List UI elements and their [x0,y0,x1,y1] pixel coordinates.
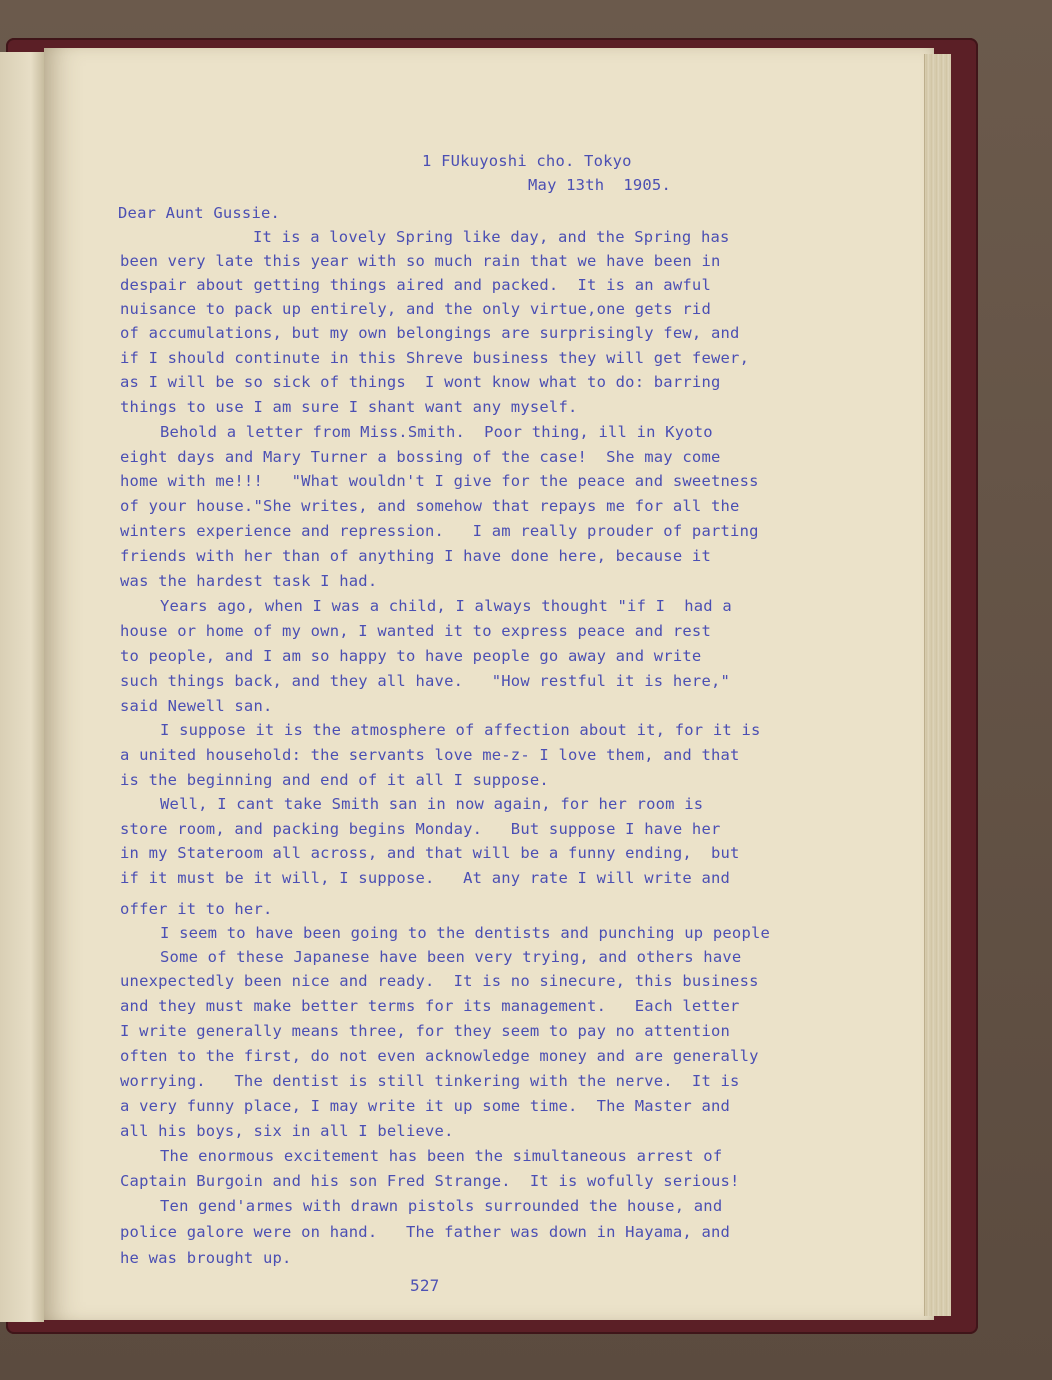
letter-line: home with me!!! "What wouldn't I give for the peace and sweetness [120,472,759,490]
letter-line: and they must make better terms for its management. Each letter [120,997,740,1015]
letter-line: winters experience and repression. I am really prouder of parting [120,522,759,540]
letter-line: friends with her than of anything I have done here, because it [120,547,711,565]
letter-line: I write generally means three, for they seem to pay no attention [120,1022,731,1040]
letter-line: The enormous excitement has been the simultaneous arrest of [160,1147,723,1165]
letter-line: Ten gend'armes with drawn pistols surrounded the house, and [160,1197,723,1215]
letter-line: is the beginning and end of it all I suppose. [120,771,549,789]
letter-line: worrying. The dentist is still tinkering with the nerve. It is [120,1072,740,1090]
letter-line: a very funny place, I may write it up some time. The Master and [120,1097,731,1115]
letter-line: Years ago, when I was a child, I always thought "if I had a [160,597,732,615]
letter-salutation: Dear Aunt Gussie. [118,204,281,222]
letter-line: Captain Burgoin and his son Fred Strange. It is wofully serious! [120,1172,740,1190]
letter-line: unexpectedly been nice and ready. It is no sinecure, this business [120,972,759,990]
letter-line: I seem to have been going to the dentists and punching up people [160,924,771,942]
letter-address: 1 FUkuyoshi cho. Tokyo [422,152,632,170]
page-number: 527 [410,1276,440,1295]
letter-line: he was brought up. [120,1249,292,1267]
letter-line: Well, I cant take Smith san in now again, for her room is [160,795,704,813]
letter-line: in my Stateroom all across, and that will be a funny ending, but [120,844,740,862]
letter-line: of accumulations, but my own belongings are surprisingly few, and [120,324,740,342]
letter-line: eight days and Mary Turner a bossing of the case! She may come [120,448,721,466]
letter-line: house or home of my own, I wanted it to express peace and rest [120,622,711,640]
letter-line: Some of these Japanese have been very trying, and others have [160,948,742,966]
letter-line: nuisance to pack up entirely, and the only virtue,one gets rid [120,300,711,318]
page-stack-edge [924,54,951,1316]
letter-line: police galore were on hand. The father was down in Hayama, and [120,1223,731,1241]
letter-line: often to the first, do not even acknowledge money and are generally [120,1047,759,1065]
letter-line: things to use I am sure I shant want any myself. [120,398,578,416]
letter-line: as I will be so sick of things I wont know what to do: barring [120,373,721,391]
letter-line: I suppose it is the atmosphere of affection about it, for it is [160,721,761,739]
letter-line: a united household: the servants love me-z- I love them, and that [120,746,740,764]
letter-line: been very late this year with so much rain that we have been in [120,252,721,270]
letter-line: if it must be it will, I suppose. At any rate I will write and [120,869,731,887]
letter-line: It is a lovely Spring like day, and the Spring has [253,228,730,246]
letter-line: was the hardest task I had. [120,572,378,590]
letter-date: May 13th 1905. [528,176,671,194]
letter-line: such things back, and they all have. "How restful it is here," [120,672,731,690]
letter-line: said Newell san. [120,697,273,715]
letter-line: to people, and I am so happy to have people go away and write [120,647,702,665]
letter-line: if I should continute in this Shreve business they will get fewer, [120,349,750,367]
letter-line: all his boys, six in all I believe. [120,1122,454,1140]
letter-line: Behold a letter from Miss.Smith. Poor thing, ill in Kyoto [160,423,713,441]
letter-line: store room, and packing begins Monday. But suppose I have her [120,820,721,838]
letter-line: offer it to her. [120,900,273,918]
letter-line: of your house."She writes, and somehow that repays me for all the [120,497,740,515]
letter-line: despair about getting things aired and packed. It is an awful [120,276,711,294]
